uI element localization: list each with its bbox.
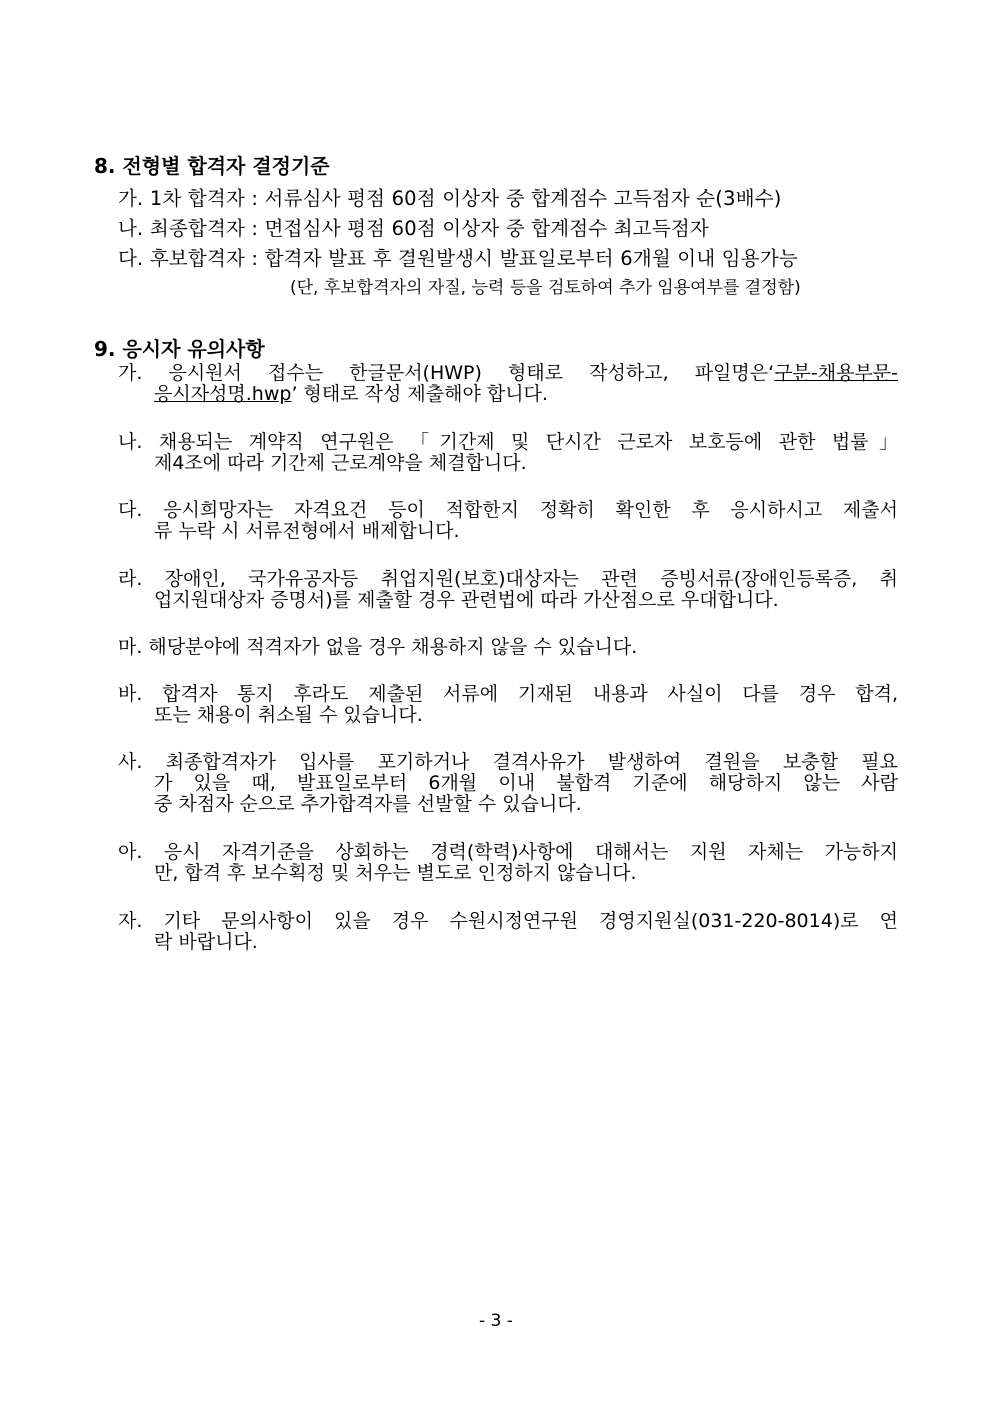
- notice-item-ga: [118, 363, 898, 405]
- filename-format-part-1: 구분-채용부문-: [774, 362, 898, 384]
- notice-item-line: 류 누락 시 서류전형에서 배제합니다.: [154, 520, 460, 542]
- section-8-title: 8. 전형별 합격자 결정기준: [94, 154, 330, 178]
- page-number: - 3 -: [479, 1311, 513, 1331]
- notice-item-line: 다. 응시희망자는 자격요건 등이 적합한지 정확히 확인한 후 응시하시고 제출서: [118, 499, 898, 521]
- notice-item-ma: [118, 637, 898, 658]
- notice-item-na: [118, 432, 898, 474]
- notice-item-sa: [118, 752, 898, 815]
- notice-item-line: 가 있을 때, 발표일로부터 6개월 이내 불합격 기준에 해당하지 않는 사람: [154, 772, 898, 794]
- notice-item-line: 제4조에 따라 기간제 근로계약을 체결합니다.: [154, 452, 527, 474]
- notice-item-ra: [118, 569, 898, 611]
- section-9-title: 9. 응시자 유의사항: [94, 337, 265, 361]
- notice-item-ga-line-1: 가. 응시원서 접수는 한글문서(HWP) 형태로 작성하고, 파일명은‘구분-채용부문-: [118, 362, 898, 384]
- criteria-line-2: 나. 최종합격자 : 면접심사 평점 60점 이상자 중 합계점수 최고득점자: [118, 217, 709, 240]
- notice-item-ja: [118, 911, 898, 953]
- criteria-line-1: 가. 1차 합격자 : 서류심사 평점 60점 이상자 중 합계점수 고득점자 순(3배수): [118, 187, 782, 210]
- notice-item-a: [118, 842, 898, 884]
- notice-item-ba: [118, 684, 898, 726]
- notice-item-line: 업지원대상자 증명서)를 제출할 경우 관련법에 따라 가산점으로 우대합니다.: [154, 589, 779, 611]
- criteria-note: (단, 후보합격자의 자질, 능력 등을 검토하여 추가 임용여부를 결정함): [290, 278, 801, 298]
- notice-item-line: 사. 최종합격자가 입사를 포기하거나 결격사유가 발생하여 결원을 보충할 필요: [118, 751, 898, 773]
- notice-item-line: 중 차점자 순으로 추가합격자를 선발할 수 있습니다.: [154, 793, 582, 815]
- filename-format-part-2: 응시자성명.hwp: [154, 383, 292, 405]
- notice-item-line: 아. 응시 자격기준을 상회하는 경력(학력)사항에 대해서는 지원 자체는 가능하지: [118, 841, 898, 863]
- criteria-line-3: 다. 후보합격자 : 합격자 발표 후 결원발생시 발표일로부터 6개월 이내 임용가능: [118, 247, 798, 270]
- notice-item-line: 바. 합격자 통지 후라도 제출된 서류에 기재된 내용과 사실이 다를 경우 합격,: [118, 683, 898, 705]
- notice-item-line: 자. 기타 문의사항이 있을 경우 수원시정연구원 경영지원실(031-220-8014)로 연: [118, 910, 898, 932]
- notice-item-line: 만, 합격 후 보수획정 및 처우는 별도로 인정하지 않습니다.: [154, 862, 637, 884]
- notice-item-line: 마. 해당분야에 적격자가 없을 경우 채용하지 않을 수 있습니다.: [118, 636, 638, 658]
- notice-item-line: 락 바랍니다.: [154, 931, 258, 953]
- notice-item-ga-line-2: 응시자성명.hwp’ 형태로 작성 제출해야 합니다.: [154, 383, 548, 405]
- notice-item-line: 나. 채용되는 계약직 연구원은 「기간제 및 단시간 근로자 보호등에 관한 법률」: [118, 431, 898, 453]
- notice-item-da: [118, 500, 898, 542]
- notice-item-line: 라. 장애인, 국가유공자등 취업지원(보호)대상자는 관련 증빙서류(장애인등록증, 취: [118, 568, 898, 590]
- notice-item-line: 또는 채용이 취소될 수 있습니다.: [154, 704, 423, 726]
